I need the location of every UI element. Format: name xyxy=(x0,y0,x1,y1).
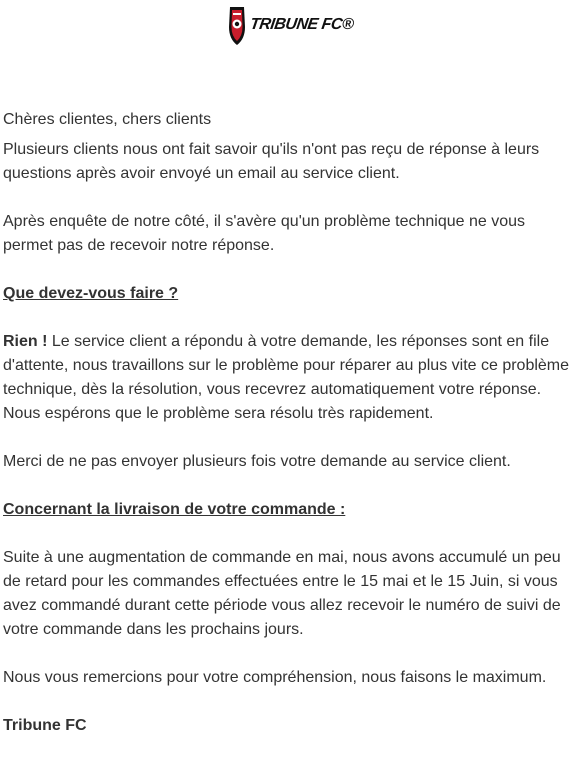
paragraph-technical-problem: Après enquête de notre côté, il s'avère qu'un problème technique ne vous permet pas de recevoir notre réponse. xyxy=(3,213,526,254)
paragraph-delivery-delay: Suite à une augmentation de commande en mai, nous avons accumulé un peu de retard pour les commandes effectuées entre le 15 mai et le 15 Juin, si vous avez commandé durant cette période vous allez recevoir le numéro de suivi de votre commande dans les prochains jours. xyxy=(3,549,561,638)
brand-name: TRIBUNE FC® xyxy=(248,16,355,33)
signature: Tribune FC xyxy=(3,717,87,734)
emphasis-rien: Rien ! xyxy=(3,333,48,350)
section-heading-what-to-do: Que devez-vous faire ? xyxy=(3,285,179,302)
paragraph-unanswered-questions: Plusieurs clients nous ont fait savoir qu'ils n'ont pas reçu de réponse à leurs questions après avoir envoyé un email au service client. xyxy=(3,141,540,182)
paragraph-nothing-to-do xyxy=(3,330,577,426)
paragraph-thanks: Nous vous remercions pour votre compréhension, nous faisons le maximum. xyxy=(3,669,547,686)
brand-logo[interactable] xyxy=(227,2,353,48)
email-header xyxy=(0,0,580,72)
email-body xyxy=(3,108,577,738)
club-crest-icon xyxy=(227,3,247,47)
paragraph-do-not-resend: Merci de ne pas envoyer plusieurs fois votre demande au service client. xyxy=(3,453,511,470)
section-heading-delivery: Concernant la livraison de votre commande : xyxy=(3,501,346,518)
greeting: Chères clientes, chers clients xyxy=(3,111,212,128)
paragraph-nothing-to-do-text: Le service client a répondu à votre demande, les réponses sont en file d'attente, nous travaillons sur le problème pour réparer au plus vite ce problème technique, dès la résolution, vous recevrez automatiquement votre réponse. Nous espérons que le problème sera résolu très rapidement. xyxy=(3,333,570,422)
